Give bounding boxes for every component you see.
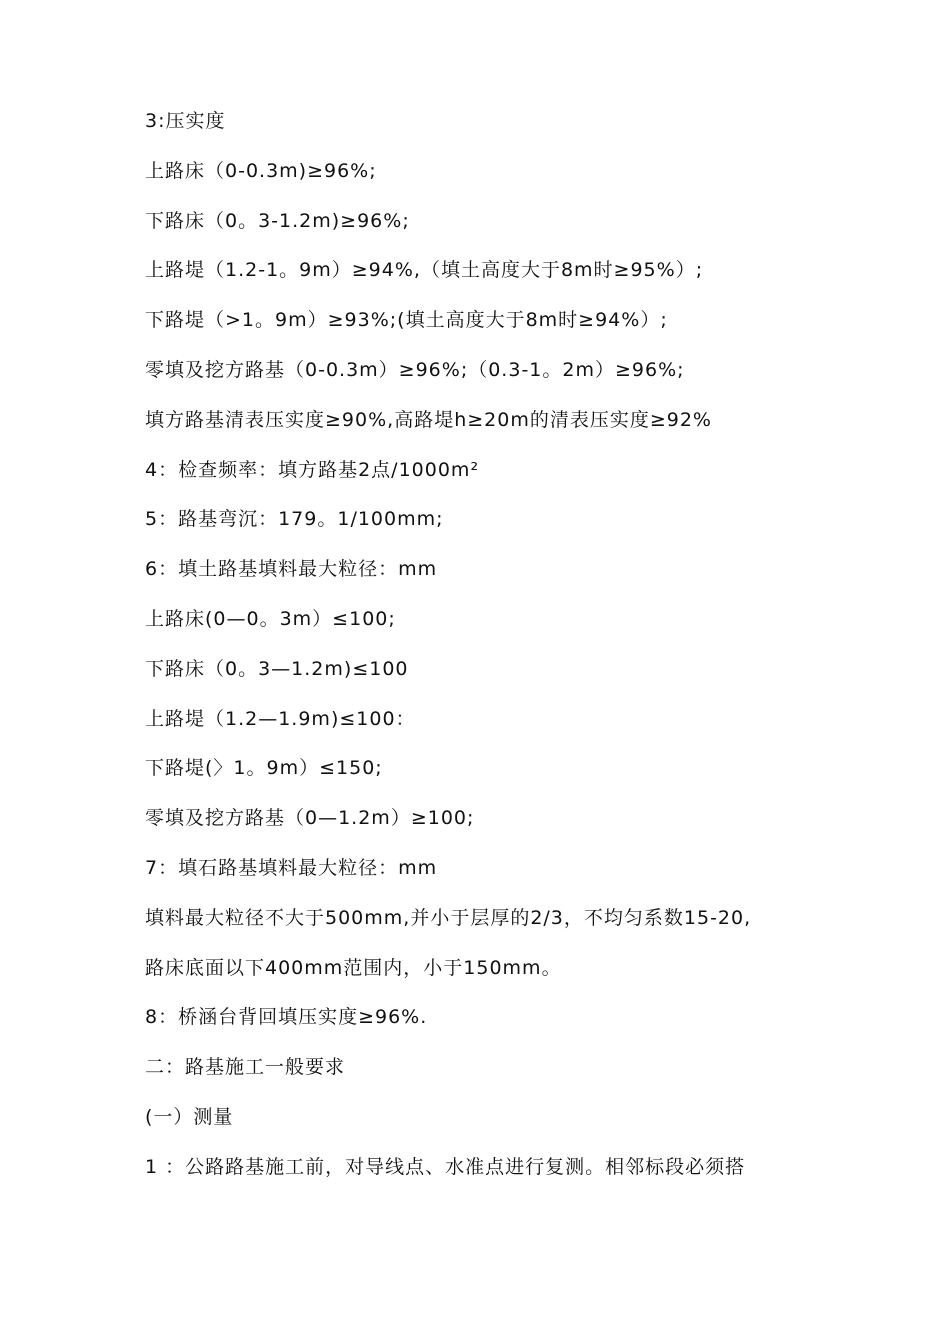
text-line: 零填及挖方路基（0-0.3m）≥96%;（0.3-1。2m）≥96%;	[145, 358, 685, 381]
text-line: 下路堤（>1。9m）≥93%;(填土高度大于8m时≥94%）;	[145, 309, 668, 332]
text-line: 上路堤（1.2—1.9m)≤100：	[145, 707, 416, 730]
subsection-heading-survey: (一）测量	[145, 1105, 234, 1128]
text-line: 上路堤（1.2-1。9m）≥94%,（填土高度大于8m时≥95%）;	[145, 259, 704, 282]
text-line-deflection: 5：路基弯沉：179。1/100mm;	[145, 508, 444, 531]
text-line-inspection-frequency: 4：检查频率：填方路基2点/1000m²	[145, 458, 480, 481]
text-line: 下路床（0。3—1.2m)≤100	[145, 657, 409, 680]
section-heading-general-requirements: 二：路基施工一般要求	[145, 1056, 346, 1079]
text-line: 填方路基清表压实度≥90%,高路堤h≥20m的清表压实度≥92%	[145, 408, 712, 431]
text-line: 路床底面以下400mm范围内，小于150mm。	[145, 956, 562, 979]
text-line: 上路床(0—0。3m）≤100;	[145, 607, 396, 630]
text-line: 1 ：公路路基施工前，对导线点、水准点进行复测。相邻标段必须搭	[145, 1155, 746, 1178]
text-line-backfill-compaction: 8：桥涵台背回填压实度≥96%.	[145, 1006, 428, 1029]
text-line-compaction-heading: 3:压实度	[145, 110, 226, 132]
text-line: 上路床（0-0.3m)≥96%;	[145, 159, 377, 182]
text-line: 下路床（0。3-1.2m)≥96%;	[145, 209, 410, 232]
document-body	[145, 103, 845, 1199]
text-line: 零填及挖方路基（0—1.2m）≥100;	[145, 807, 475, 830]
text-line-rock-fill-size-heading: 7：填石路基填料最大粒径：mm	[145, 856, 438, 879]
text-line-soil-fill-size-heading: 6：填土路基填料最大粒径：mm	[145, 558, 438, 581]
text-line: 填料最大粒径不大于500mm,并小于层厚的2/3，不均匀系数15-20,	[145, 906, 752, 929]
text-line: 下路堤(〉1。9m）≤150;	[145, 757, 383, 780]
